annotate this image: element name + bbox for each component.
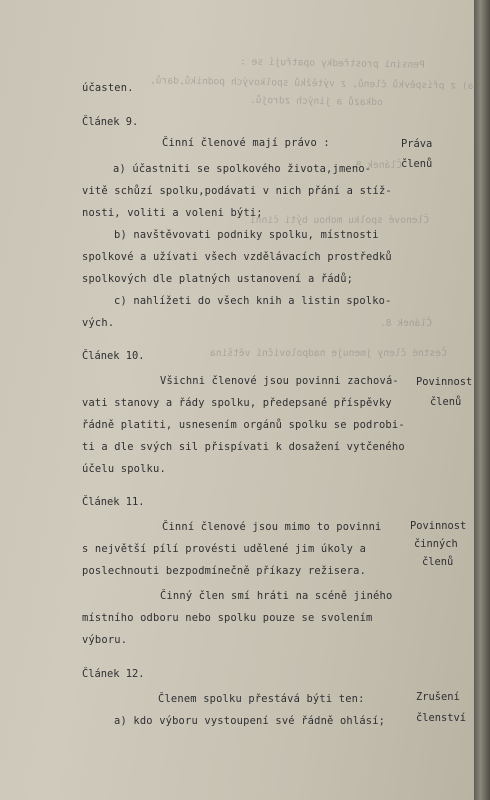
margin-note: Zrušení <box>416 691 460 703</box>
text-line: ti a dle svých sil přispívati k dosažení vytčeného <box>82 441 405 453</box>
margin-note: členů <box>401 158 433 170</box>
bleed-through-line: Článek 8. <box>350 160 402 171</box>
bleed-through-line: odkazů a jiných zdrojů. <box>249 94 383 109</box>
text-line: Činní členové mají právo : <box>162 137 330 149</box>
margin-note: Práva <box>401 138 433 150</box>
text-line: b) navštěvovati podniky spolku, místnosti <box>114 229 379 241</box>
article-heading: Článek 12. <box>82 668 145 680</box>
text-line: Činný člen smí hráti na scéně jiného <box>160 590 393 602</box>
text-line: vati stanovy a řády spolku, předepsané příspěvky <box>82 397 392 409</box>
article-heading: Článek 9. <box>82 116 139 128</box>
text-line: a) účastniti se spolkového života,jmeno- <box>113 163 372 175</box>
text-line: s největší pílí provésti udělené jim úkoly a <box>82 543 367 555</box>
text-line: účasten. <box>82 82 134 94</box>
text-line: Všichni členové jsou povinni zachová- <box>160 375 399 387</box>
article-heading: Článek 10. <box>82 350 145 362</box>
margin-note: činných <box>414 538 458 550</box>
margin-note: Povinnost <box>410 520 467 532</box>
bleed-through-line: Článek 8. <box>380 318 432 329</box>
margin-note: členů <box>430 396 462 408</box>
text-line: poslechnouti bezpodmínečně příkazy režisera. <box>82 565 367 577</box>
text-line: Činní členové jsou mimo to povinni <box>162 521 382 533</box>
bleed-through-line: Členové spolku mohou býti činní <box>250 215 430 226</box>
bleed-through-line: Čestné členy jmenuje nadpoloviční většina <box>210 348 447 359</box>
page-binding-edge <box>474 0 490 800</box>
text-line: místního odboru nebo spolku pouze se svolením <box>82 612 373 624</box>
text-line: c) nahlížeti do všech knih a listin spolko- <box>114 295 392 307</box>
text-line: účelu spolku. <box>82 463 166 475</box>
margin-note: Povinnost <box>416 376 473 388</box>
text-line: vitě schůzí spolku,podávati v nich přání a stíž- <box>82 185 392 197</box>
article-heading: Článek 11. <box>82 496 145 508</box>
text-line: řádně platiti, usnesením orgánů spolku se podrobi- <box>82 419 405 431</box>
text-line: spolkových dle platných ustanovení a řádů; <box>82 273 354 285</box>
text-line: nosti, voliti a voleni býti; <box>82 207 263 219</box>
margin-note: členství <box>416 712 467 724</box>
text-line: výboru. <box>82 634 128 646</box>
text-line: vých. <box>82 317 115 329</box>
bleed-through-line: a) z příspěvků členů, z výtěžků spolkových podniků,darů, <box>149 75 474 92</box>
bleed-through-line: Pensini prostředky opatřují se : <box>239 56 425 71</box>
text-line: a) kdo výboru vystoupení své řádně ohlásí; <box>114 715 386 727</box>
text-line: Členem spolku přestává býti ten: <box>158 693 365 705</box>
margin-note: členů <box>422 556 454 568</box>
text-line: spolkové a užívati všech vzdělávacích prostředků <box>82 251 392 263</box>
